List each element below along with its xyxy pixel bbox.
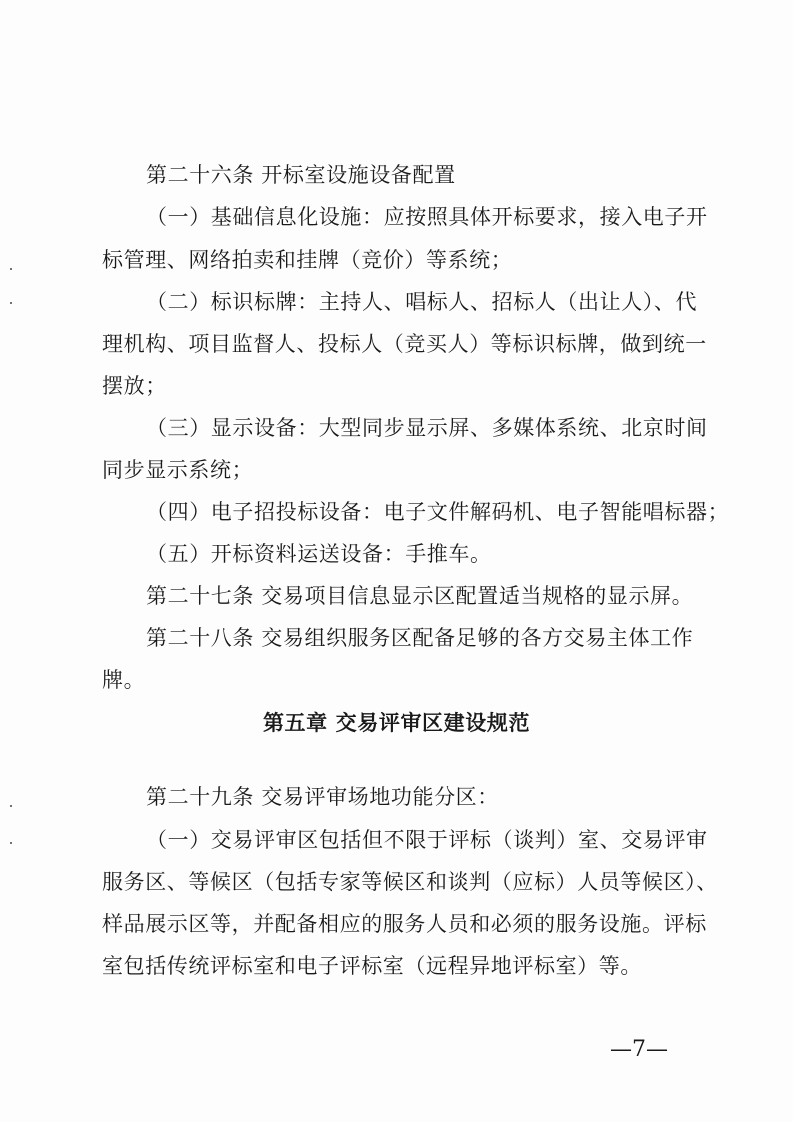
paragraph-line: （四）电子招投标设备：电子文件解码机、电子智能唱标器； — [146, 500, 730, 524]
page-number: —7— — [610, 1037, 668, 1062]
chapter-heading: 第五章 交易评审区建设规范 — [262, 711, 531, 735]
paragraph-line: 样品展示区等，并配备相应的服务人员和必须的服务设施。评标 — [102, 912, 707, 936]
paragraph-line: 摆放； — [102, 374, 167, 398]
article-26-heading: 第二十六条 开标室设施设备配置 — [146, 163, 456, 187]
margin-mark — [10, 842, 12, 844]
article-27: 第二十七条 交易项目信息显示区配置适当规格的显示屏。 — [146, 584, 694, 608]
paragraph-line: （三）显示设备：大型同步显示屏、多媒体系统、北京时间 — [146, 416, 708, 440]
margin-mark — [10, 268, 12, 270]
paragraph-line: 标管理、网络拍卖和挂牌（竞价）等系统； — [102, 248, 513, 272]
paragraph-line: 室包括传统评标室和电子评标室（远程异地评标室）等。 — [102, 954, 642, 978]
paragraph-line: 理机构、项目监督人、投标人（竞买人）等标识标牌，做到统一 — [102, 332, 707, 356]
article-29-heading: 第二十九条 交易评审场地功能分区： — [146, 785, 499, 809]
paragraph-line: （五）开标资料运送设备：手推车。 — [146, 542, 492, 566]
paragraph-line: 同步显示系统； — [102, 458, 254, 482]
paragraph-line: （一）基础信息化设施：应按照具体开标要求，接入电子开 — [146, 205, 708, 229]
paragraph-line: （二）标识标牌：主持人、唱标人、招标人（出让人）、代 — [146, 290, 698, 314]
article-28: 第二十八条 交易组织服务区配备足够的各方交易主体工作 — [146, 626, 694, 650]
paragraph-line: 牌。 — [102, 668, 146, 692]
paragraph-line: 服务区、等候区（包括专家等候区和谈判（应标）人员等候区）、 — [102, 870, 718, 894]
margin-mark — [10, 302, 12, 304]
paragraph-line: （一）交易评审区包括但不限于评标（谈判）室、交易评审 — [146, 828, 708, 852]
margin-mark — [10, 805, 12, 807]
